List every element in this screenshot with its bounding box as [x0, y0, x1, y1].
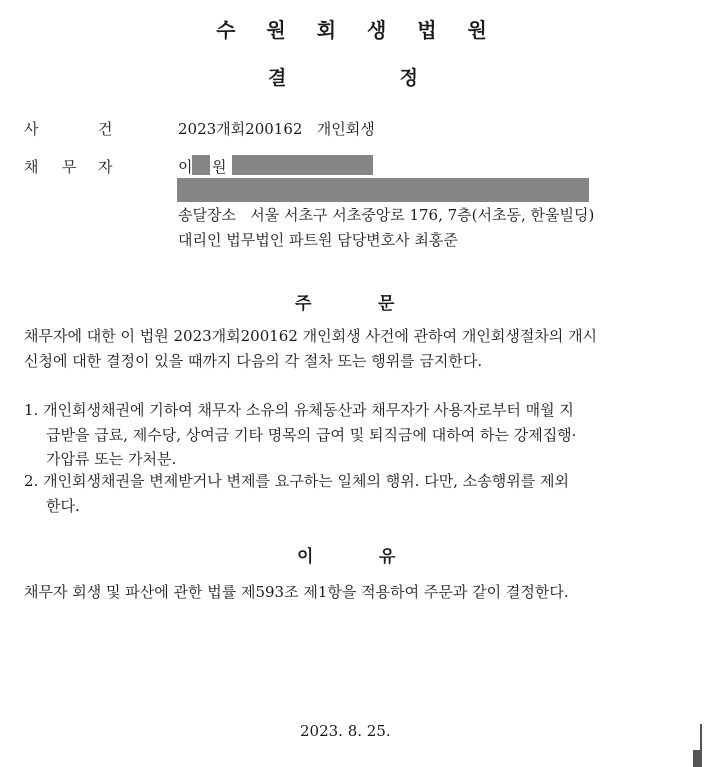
agent: 대리인 법무법인 파트원 담당변호사 최홍준 [178, 231, 458, 249]
case-label-char-2: 건 [98, 120, 113, 138]
redaction-id [232, 155, 373, 175]
debtor-label-char-3: 자 [98, 158, 113, 176]
case-number: 2023개회200162 개인회생 [178, 120, 375, 138]
order-heading-char-1: 주 [295, 294, 312, 314]
order-intro-line-1: 채무자에 대한 이 법원 2023개회200162 개인회생 사건에 관하여 개인회생절차의 개시 [24, 327, 598, 345]
redaction-name [192, 155, 210, 175]
order-item-2-line-1: 2. 개인회생채권을 변제받거나 변제를 요구하는 일체의 행위. 다만, 소송행위를 제외 [24, 472, 569, 490]
redaction-address [177, 178, 589, 202]
order-item-2-line-2: 한다. [46, 497, 80, 515]
court-name: 수 원 회 생 법 원 [216, 18, 499, 42]
order-intro-line-2: 신청에 대한 결정이 있을 때까지 다음의 각 절차 또는 행위를 금지한다. [24, 352, 483, 370]
order-item-1-line-1: 1. 개인회생채권에 기하여 채무자 소유의 유체동산과 채무자가 사용자로부터 매월 지 [24, 401, 574, 419]
debtor-label-char-2: 무 [62, 158, 77, 176]
decision-date: 2023. 8. 25. [300, 722, 391, 740]
document-type [268, 63, 418, 90]
case-label-char-1: 사 [24, 120, 39, 138]
document-type-char-2: 정 [399, 67, 418, 89]
reason-heading-char-1: 이 [297, 547, 314, 567]
debtor-name-first: 이 [178, 158, 193, 176]
debtor-name-last: 원 [212, 158, 227, 176]
reason-text: 채무자 회생 및 파산에 관한 법률 제593조 제1항을 적용하여 주문과 같이 결정한다. [24, 583, 569, 601]
order-item-1-line-3: 가압류 또는 가처분. [46, 450, 177, 468]
order-item-1-line-2: 급받을 급료, 제수당, 상여금 기타 명목의 급여 및 퇴직금에 대하여 하는 강제집행· [46, 426, 577, 444]
page-edge-block [693, 750, 702, 767]
service-address: 송달장소 서울 서초구 서초중앙로 176, 7층(서초동, 한울빌딩) [178, 206, 595, 224]
debtor-label-char-1: 채 [24, 158, 39, 176]
document-type-char-1: 결 [268, 67, 287, 89]
reason-heading-char-2: 유 [379, 547, 396, 567]
order-heading-char-2: 문 [378, 294, 395, 314]
